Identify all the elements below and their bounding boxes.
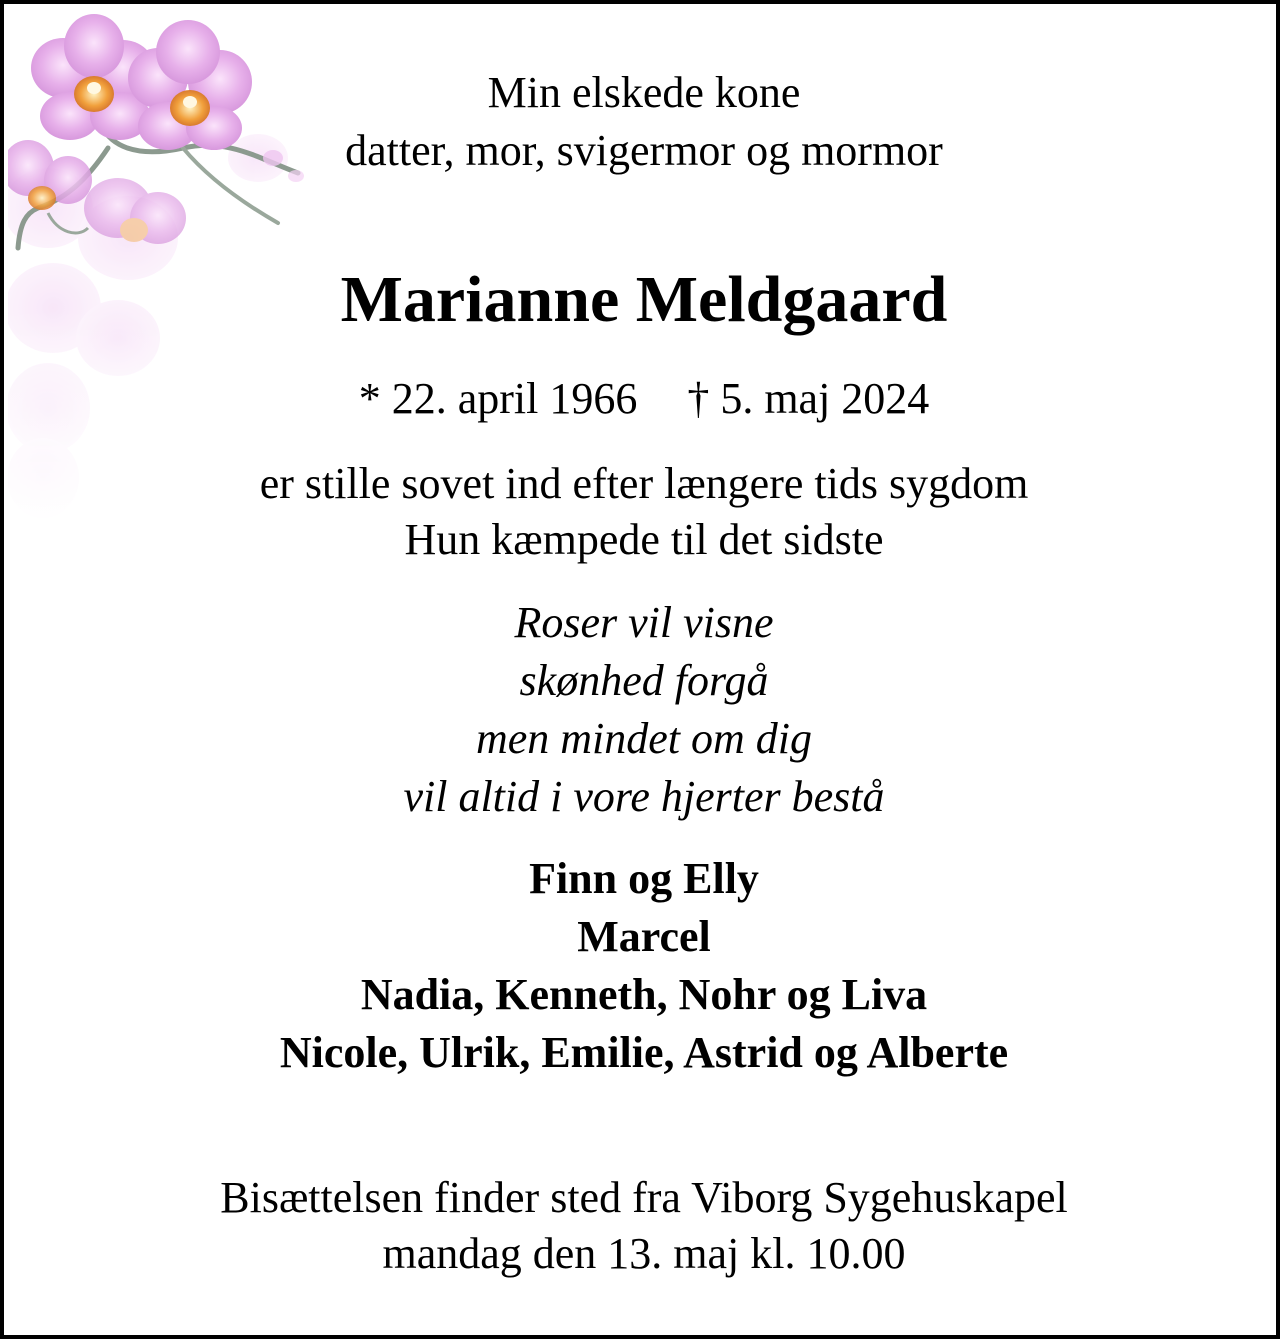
family-line: Nadia, Kenneth, Nohr og Liva [360, 970, 928, 1019]
family-line: Marcel [577, 912, 711, 961]
funeral-info [4, 1170, 1280, 1282]
life-dates [4, 370, 1280, 428]
funeral-line: mandag den 13. maj kl. 10.00 [382, 1229, 906, 1278]
family-line: Nicole, Ulrik, Emilie, Astrid og Alberte [279, 1028, 1009, 1077]
intro-line: Min elskede kone [487, 68, 801, 117]
family-line: Finn og Elly [529, 854, 759, 903]
death-date: † 5. maj 2024 [687, 374, 930, 423]
birth-date: * 22. april 1966 [358, 374, 638, 423]
intro-line: datter, mor, svigermor og mormor [345, 126, 943, 175]
message-line: er stille sovet ind efter længere tids sygdom [259, 459, 1029, 508]
message-line: Hun kæmpede til det sidste [404, 515, 884, 564]
poem-line: Roser vil visne [514, 598, 774, 647]
deceased-name: Marianne Meldgaard [340, 263, 948, 336]
family-names [4, 850, 1280, 1082]
poem-line: skønhed forgå [519, 656, 769, 705]
message-text [4, 456, 1280, 568]
intro-text [4, 64, 1280, 180]
funeral-line: Bisættelsen finder sted fra Viborg Sygehuskapel [220, 1173, 1068, 1222]
poem [4, 594, 1280, 826]
poem-line: vil altid i vore hjerter bestå [403, 772, 885, 821]
poem-line: men mindet om dig [475, 714, 813, 763]
